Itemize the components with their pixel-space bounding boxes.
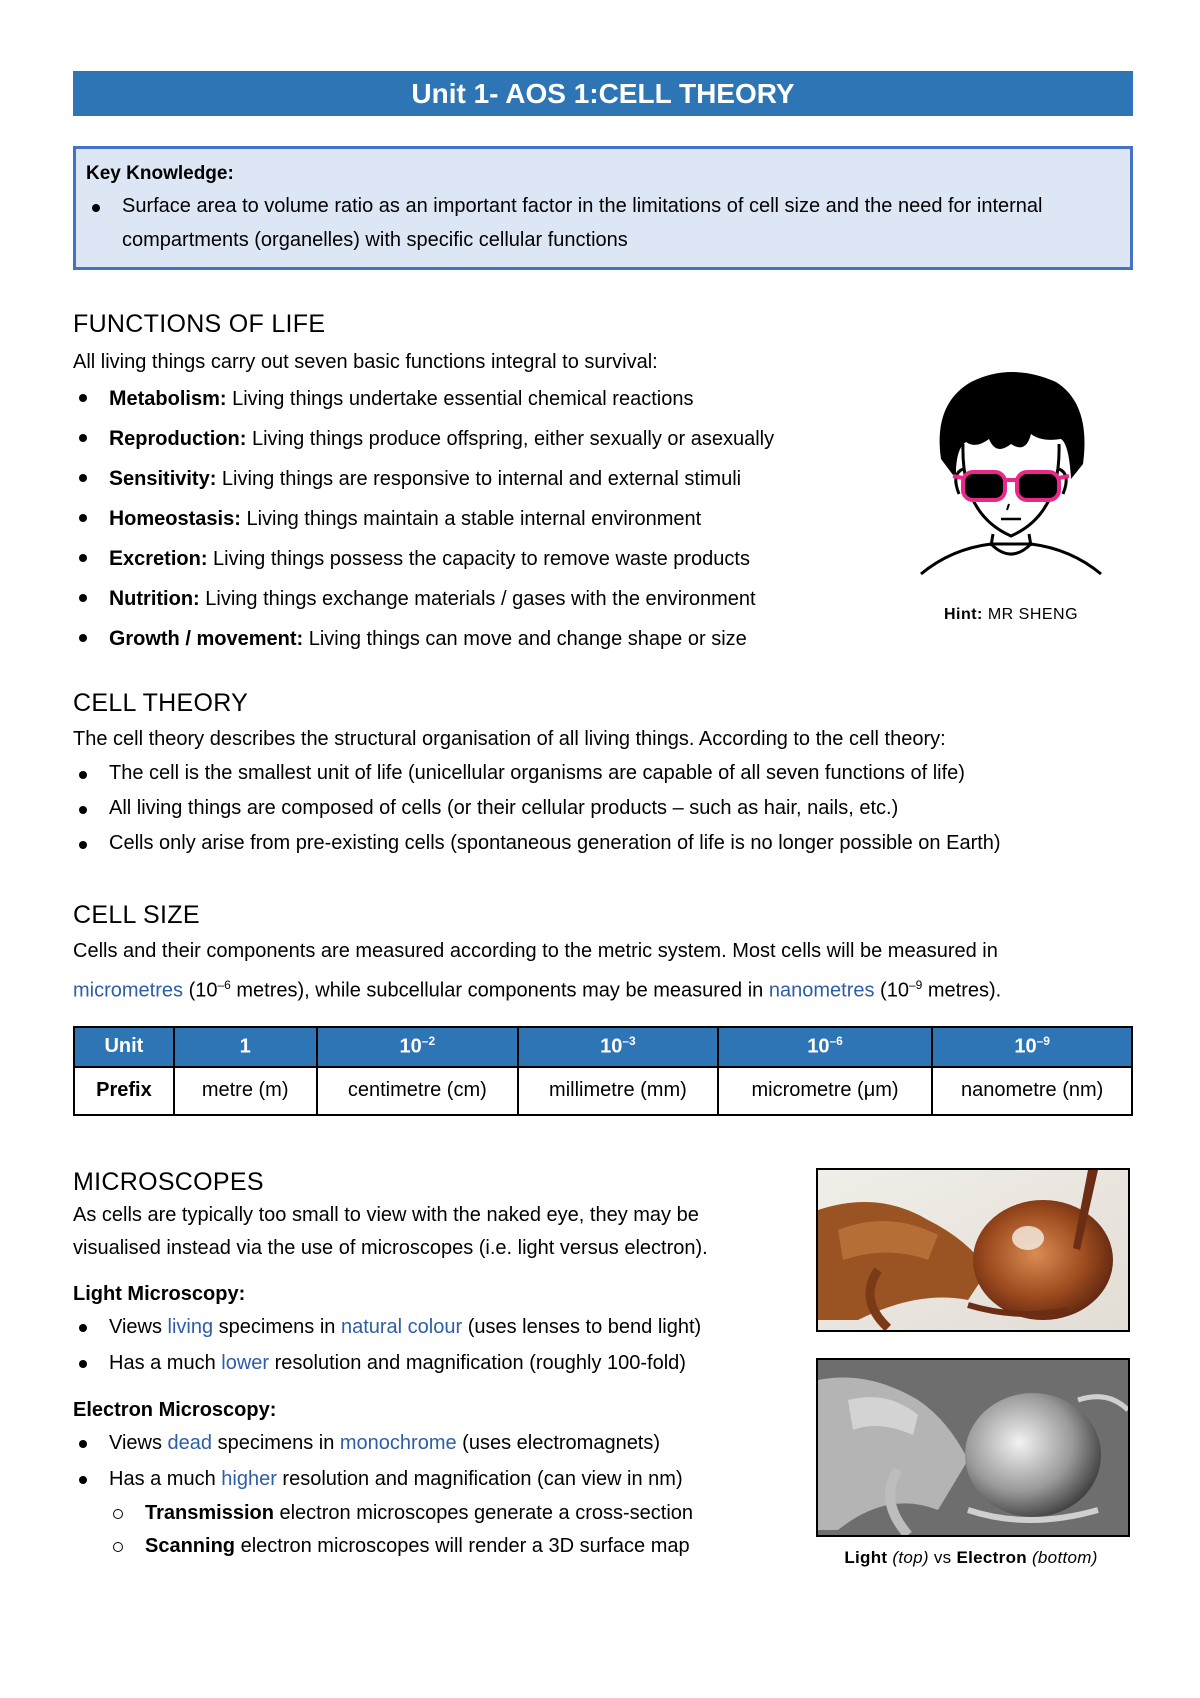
cell-theory-item: Cells only arise from pre-existing cells (spontaneous generation of life is no longer possible on Earth)	[73, 826, 1133, 861]
prefix-cell: millimetre (mm)	[518, 1067, 718, 1115]
prefix-cell: nanometre (nm)	[932, 1067, 1132, 1115]
avatar-hint: Hint: MR SHENG	[943, 606, 1079, 623]
cell-theory-item: The cell is the smallest unit of life (unicellular organisms are capable of all seven functions of life)	[73, 756, 1133, 791]
ant-light-micrograph	[816, 1168, 1130, 1332]
function-item: Nutrition: Living things exchange materials / gases with the environment	[73, 579, 1133, 619]
cell-size-paragraph: Cells and their components are measured according to the metric system. Most cells will be measured in micrometres ($10^{-6}$ metres), while subcellular components may be measured in nanometres ($10^{-9}$ metres).	[73, 940, 1002, 1002]
page-title: Unit 1- AOS 1:CELL THEORY	[73, 71, 1133, 116]
light-item: Has a much lower resolution and magnification (roughly 100-fold)	[73, 1345, 1133, 1381]
prefix-row	[74, 1067, 1132, 1115]
electron-sub-item: Scanning electron microscopes will render a 3D surface map	[109, 1530, 1133, 1563]
light-microscopy-heading: Light Microscopy:	[73, 1282, 246, 1305]
cell-theory-heading: CELL THEORY	[73, 689, 249, 717]
row-header: Unit	[74, 1027, 174, 1067]
cell-size-heading: CELL SIZE	[73, 901, 200, 929]
row-header: Prefix	[74, 1067, 174, 1115]
micrograph-caption: Light (top) vs Electron (bottom)	[844, 1547, 1098, 1567]
unit-cell: $10^{-2}$	[317, 1027, 519, 1067]
function-item: Excretion: Living things possess the capacity to remove waste products	[73, 539, 1133, 579]
microscopes-heading: MICROSCOPES	[73, 1167, 264, 1196]
function-item: Sensitivity: Living things are responsive to internal and external stimuli	[73, 459, 1133, 499]
function-item: Growth / movement: Living things can move and change shape or size	[73, 619, 1133, 659]
unit-cell: $10^{-9}$	[932, 1027, 1132, 1067]
prefix-cell: centimetre (cm)	[317, 1067, 519, 1115]
key-knowledge-list	[86, 189, 1116, 257]
functions-heading: FUNCTIONS OF LIFE	[73, 310, 326, 338]
avatar-sunglasses-icon	[911, 364, 1111, 594]
electron-sub-item: Transmission electron microscopes generate a cross-section	[109, 1497, 1133, 1530]
cell-theory-item: All living things are composed of cells (or their cellular products – such as hair, nails, etc.)	[73, 791, 1133, 826]
functions-section	[73, 310, 1133, 659]
electron-item: Views dead specimens in monochrome (uses electromagnets)	[73, 1425, 1133, 1461]
prefix-cell: metre (m)	[174, 1067, 317, 1115]
prefix-cell: micrometre (μm)	[718, 1067, 933, 1115]
cell-theory-intro: The cell theory describes the structural organisation of all living things. According to the cell theory:	[73, 728, 946, 750]
electron-microscopy-heading: Electron Microscopy:	[73, 1398, 277, 1421]
cell-theory-section	[73, 689, 1133, 861]
electron-item: Has a much higher resolution and magnification (can view in nm)	[73, 1461, 1133, 1497]
microscopes-section	[73, 1167, 1133, 1567]
units-table	[73, 1026, 1133, 1116]
key-knowledge-item: Surface area to volume ratio as an important factor in the limitations of cell size and the need for internal compartments (organelles) with specific cellular functions	[86, 189, 1116, 257]
unit-cell: 1	[174, 1027, 317, 1067]
unit-cell: $10^{-3}$	[518, 1027, 718, 1067]
unit-cell: $10^{-6}$	[718, 1027, 933, 1067]
avatar	[906, 364, 1116, 624]
document-page	[73, 71, 1133, 1567]
microscopes-intro: As cells are typically too small to view with the naked eye, they may be visualised instead via the use of microscopes (i.e. light versus electron).	[73, 1203, 708, 1259]
ant-electron-micrograph	[816, 1358, 1130, 1537]
key-knowledge-heading: Key Knowledge:	[86, 163, 234, 184]
cell-size-section	[73, 901, 1133, 1116]
functions-intro: All living things carry out seven basic functions integral to survival:	[73, 351, 658, 373]
function-item: Reproduction: Living things produce offspring, either sexually or asexually	[73, 419, 1133, 459]
key-knowledge-box	[73, 146, 1133, 270]
function-item: Homeostasis: Living things maintain a stable internal environment	[73, 499, 1133, 539]
function-item: Metabolism: Living things undertake essential chemical reactions	[73, 379, 1133, 419]
units-row	[74, 1027, 1132, 1067]
light-item: Views living specimens in natural colour (uses lenses to bend light)	[73, 1309, 1133, 1345]
cell-theory-list	[73, 756, 1133, 861]
